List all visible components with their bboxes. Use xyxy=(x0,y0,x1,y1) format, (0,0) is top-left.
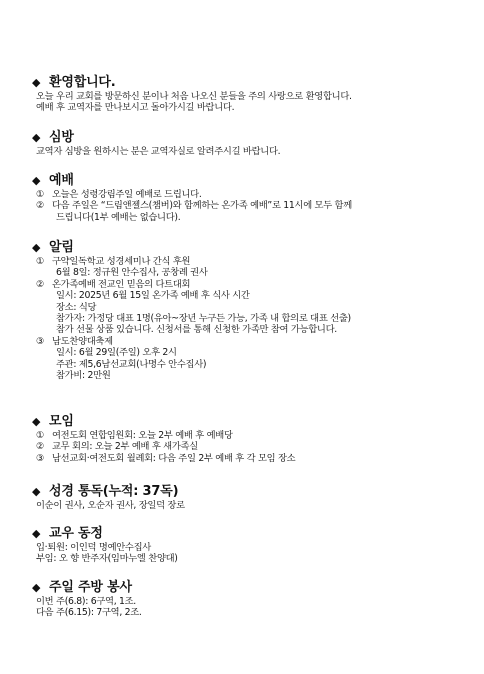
meeting-section xyxy=(32,413,472,464)
notice-item-text: 일시: 2025년 6월 15일 온가족 예배 후 식사 시간 xyxy=(56,290,250,302)
meeting-item xyxy=(32,453,472,464)
notice-item xyxy=(32,279,472,290)
meeting-header xyxy=(32,413,472,430)
worship-item-text: 드립니다(1부 예배는 없습니다). xyxy=(56,211,181,223)
item-number: ① xyxy=(36,430,45,441)
notice-item-text: 참가자: 가정당 대표 1명(유아~장년 누구든 가능, 가족 내 합의로 대표 선출) xyxy=(56,313,351,325)
worship-item-text: 오늘은 성령강림주일 예배로 드립니다. xyxy=(52,189,202,200)
item-number: ① xyxy=(36,189,45,200)
item-number: ③ xyxy=(36,452,45,464)
meeting-item-text: 남선교회·여전도회 월례회: 다음 주일 2부 예배 후 각 모임 장소 xyxy=(52,452,296,464)
kitchen-section xyxy=(32,579,472,619)
item-number: ② xyxy=(36,278,45,290)
worship-header xyxy=(32,172,472,189)
notice-item-text: 장소: 식당 xyxy=(56,301,97,313)
notice-item-text: 남도찬양대축제 xyxy=(52,335,113,347)
meeting-item xyxy=(32,441,472,452)
bible-reading-section xyxy=(32,483,472,511)
worship-title: 예배 xyxy=(49,173,74,188)
notice-title: 알림 xyxy=(49,240,74,255)
welcome-header xyxy=(32,74,472,91)
notice-item-text: 구약일독학교 성경세미나 간식 후원 xyxy=(52,256,191,267)
meeting-item-text: 여전도회 연합임원회: 오늘 2부 예배 후 예배당 xyxy=(52,430,233,441)
visit-line: 교역자 심방을 원하시는 분은 교역자실로 알려주시길 바랍니다. xyxy=(36,146,281,157)
bible-line: 이순이 권사, 오순자 권사, 장일덕 장로 xyxy=(36,500,185,511)
members-line: 부임: 오 향 반주자(임마누엘 찬양대) xyxy=(36,553,178,565)
diamond-bullet-icon: ◆ xyxy=(32,76,41,89)
meeting-item-text: 교무 회의: 오늘 2부 예배 후 새가족실 xyxy=(52,441,198,453)
welcome-line: 예배 후 교역자를 만나보시고 돌아가시길 바랍니다. xyxy=(36,102,235,114)
kitchen-title: 주일 주방 봉사 xyxy=(49,580,132,595)
diamond-bullet-icon: ◆ xyxy=(32,174,41,187)
item-number: ② xyxy=(36,441,45,453)
worship-item xyxy=(32,200,472,211)
worship-section xyxy=(32,172,472,223)
item-number: ① xyxy=(36,256,45,267)
kitchen-line: 다음 주(6.15): 7구역, 2조. xyxy=(36,607,142,619)
meeting-title: 모임 xyxy=(49,414,74,429)
notice-item-text: 일시: 6월 29일(주일) 오후 2시 xyxy=(56,347,177,359)
kitchen-header xyxy=(32,579,472,596)
notice-item-text: 온가족예배 전교인 믿음의 다트대회 xyxy=(52,278,191,290)
kitchen-line: 이번 주(6.8): 6구역, 1조. xyxy=(36,596,136,607)
notice-item-text: 주관: 제5,6남선교회(나명수 안수집사) xyxy=(56,358,207,370)
diamond-bullet-icon: ◆ xyxy=(32,581,41,594)
diamond-bullet-icon: ◆ xyxy=(32,415,41,428)
worship-item-text: 다음 주일은 “드림앤젤스(챔버)와 함께하는 온가족 예배”로 11시에 모두 함께 xyxy=(52,200,352,212)
bible-header xyxy=(32,483,472,500)
notice-item xyxy=(32,336,472,347)
worship-item xyxy=(32,189,472,200)
notice-item xyxy=(32,256,472,267)
notice-section xyxy=(32,239,472,381)
welcome-line: 오늘 우리 교회를 방문하신 분이나 처음 나오신 분들을 주의 사랑으로 환영합니다. xyxy=(36,91,352,102)
item-number: ③ xyxy=(36,335,45,347)
bible-title: 성경 통독(누적: 37독) xyxy=(49,484,179,499)
notice-item-text: 6월 8일: 정규원 안수집사, 공창례 권사 xyxy=(56,267,208,279)
welcome-section xyxy=(32,74,472,114)
notice-item-text: 참가비: 2만원 xyxy=(56,370,111,382)
welcome-title: 환영합니다. xyxy=(49,75,116,90)
members-line: 입·퇴원: 이인덕 명예안수집사 xyxy=(36,542,151,553)
meeting-item xyxy=(32,430,472,441)
visit-section xyxy=(32,129,472,157)
visit-header xyxy=(32,129,472,146)
diamond-bullet-icon: ◆ xyxy=(32,527,41,540)
notice-item-text: 참가 선물 상품 있습니다. 신청서를 통해 신청한 가족만 참여 가능합니다. xyxy=(56,324,337,336)
diamond-bullet-icon: ◆ xyxy=(32,241,41,254)
visit-title: 심방 xyxy=(49,130,74,145)
members-title: 교우 동정 xyxy=(49,526,103,541)
diamond-bullet-icon: ◆ xyxy=(32,131,41,144)
notice-header xyxy=(32,239,472,256)
members-section xyxy=(32,525,472,565)
members-header xyxy=(32,525,472,542)
item-number: ② xyxy=(36,200,45,212)
diamond-bullet-icon: ◆ xyxy=(32,485,41,498)
